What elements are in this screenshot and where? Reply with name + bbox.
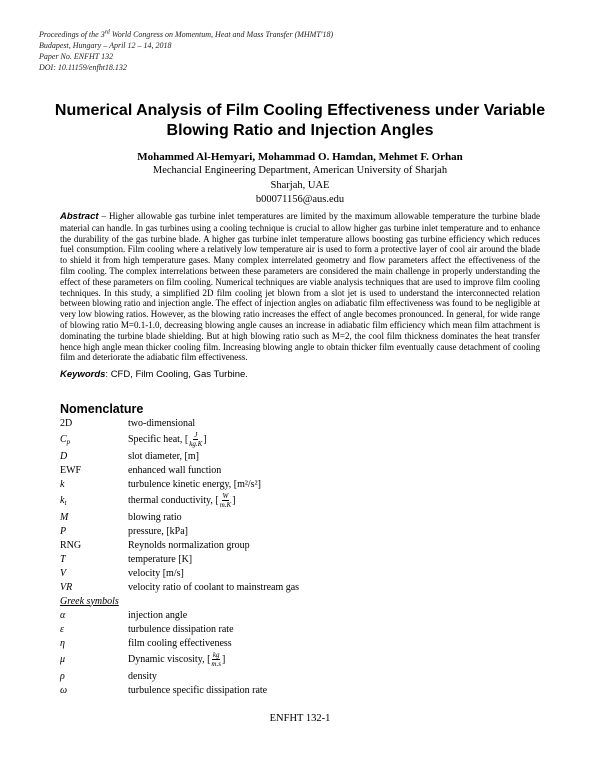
nomenclature-row <box>60 669 540 683</box>
keywords: Keywords: CFD, Film Cooling, Gas Turbine. <box>60 369 248 380</box>
abstract-label: Abstract <box>60 211 99 222</box>
definition: Reynolds normalization group <box>128 539 250 551</box>
abstract <box>60 211 540 363</box>
nomenclature-row <box>60 416 540 430</box>
symbol: η <box>60 637 65 649</box>
nomenclature-row <box>60 524 540 538</box>
symbol: M <box>60 511 69 523</box>
unit-fraction: $\frac{W}{m.K}$ <box>219 492 232 509</box>
symbol: V <box>60 567 67 579</box>
proceedings-header <box>39 29 333 73</box>
authors: Mohammed Al-Hemyari, Mohammad O. Hamdan, Mehmet F. Orhan <box>137 151 463 163</box>
unit-fraction: $\frac{kg}{m.s}$ <box>211 651 221 668</box>
abstract-dash: – <box>98 211 109 221</box>
abstract-text: Higher allowable gas turbine inlet temperatures are limited by the maximum allowable temperature the turbine blade material can handle. In gas turbines using a cooling technique is crucial to allow higher gas turbine inlet temperature and to enhance the durability of the gas turbine blade. A higher gas turbine inlet temperature allows boosting gas turbine efficiency which reduces fuel consumption. Film cooling where a relatively low temperature air is used to form a protective layer of cool air around the blade to shield it from high temperature gases. Many complex interrelated geometry and flow parameters affect the effectiveness of the film cooling. The complex interrelations between these parameters are considered the main challenge in properly understanding the effect of these parameters on film cooling. Numerical techniques are viable analysis techniques that are used to improve film cooling techniques. In this study, a simplified 2D film cooling jet blown from a slot jet is used to understand the interconnected relation between blowing ratio and injection angle. The effect of injection angles on adiabatic film effectiveness was found to be negligible at very low blowing ratios. However, as the blowing ratio increases the effect of angle becomes pronounced. In general, for wide range of blowing ratio M=0.1-1.0, decreasing blowing angle causes an increase in adiabatic film efficiency which mean film attachment is dominating the turbine blade shielding. But at high blowing ratio such as M=2, the cool film thickness dominates the heat transfer hence high angle mean thicker cooling film. Increasing blowing angle to obtain thicker film eventually cause detachment of cooling film and deteriorate the adiabatic film effectiveness. <box>60 211 541 363</box>
symbol: VR <box>60 581 73 593</box>
definition: velocity [m/s] <box>128 567 184 579</box>
header-line-1: Proceedings of the 3rd World Congress on Momentum, Heat and Mass Transfer (MHMT'18) <box>39 29 334 39</box>
nomenclature-row <box>60 683 540 697</box>
nomenclature-row <box>60 650 540 669</box>
definition: two-dimensional <box>128 417 196 429</box>
symbol: ω <box>60 684 68 696</box>
definition: Dynamic viscosity, [ $\frac{kg}{m.s}$ ] <box>128 651 226 668</box>
greek-symbols-label-row <box>60 594 540 608</box>
symbol: 2D <box>60 417 73 429</box>
symbol: RNG <box>60 539 82 551</box>
greek-symbols-label: Greek symbols <box>60 595 119 607</box>
definition: turbulence specific dissipation rate <box>128 684 268 696</box>
header-line-3: Paper No. ENFHT 132 <box>39 52 114 61</box>
symbol: μ <box>60 654 66 665</box>
nomenclature-row <box>60 636 540 650</box>
definition: temperature [K] <box>128 553 193 565</box>
nomenclature-row <box>60 580 540 594</box>
definition: turbulence kinetic energy, [m²/s²] <box>128 478 261 490</box>
definition: thermal conductivity, [ $\frac{W}{m.K}$ ] <box>128 492 236 509</box>
symbol: P <box>60 525 67 537</box>
nomenclature-row <box>60 566 540 580</box>
definition: film cooling effectiveness <box>128 637 232 649</box>
nomenclature-row <box>60 463 540 477</box>
location: Sharjah, UAE <box>270 179 330 191</box>
nomenclature-row <box>60 430 540 449</box>
definition: enhanced wall function <box>128 464 222 476</box>
keywords-text: CFD, Film Cooling, Gas Turbine. <box>110 369 248 380</box>
nomenclature-row <box>60 538 540 552</box>
symbol: α <box>60 609 66 621</box>
unit-fraction: $\frac{J}{kg.K}$ <box>189 431 203 448</box>
header-line-2: Budapest, Hungary – April 12 – 14, 2018 <box>39 41 172 50</box>
symbol: ε <box>60 623 64 635</box>
nomenclature-row <box>60 449 540 463</box>
nomenclature-heading: Nomenclature <box>60 402 144 416</box>
definition: Specific heat, [ $\frac{J}{kg.K}$ ] <box>128 431 207 448</box>
definition: blowing ratio <box>128 511 182 523</box>
nomenclature-row <box>60 622 540 636</box>
header-line-4: DOI: 10.11159/enfht18.132 <box>39 63 127 72</box>
affiliation <box>0 164 600 208</box>
nomenclature-row <box>60 608 540 622</box>
definition: density <box>128 670 157 682</box>
definition: turbulence dissipation rate <box>128 623 234 635</box>
nomenclature-list <box>60 416 540 697</box>
symbol: k <box>60 478 65 490</box>
title-line-1: Numerical Analysis of Film Cooling Effectiveness under Variable <box>54 102 546 119</box>
definition: slot diameter, [m] <box>128 450 199 462</box>
email: b00071156@aus.edu <box>255 194 345 205</box>
page-footer: ENFHT 132-1 <box>269 713 331 724</box>
title-line-2: Blowing Ratio and Injection Angles <box>166 122 434 139</box>
symbol: $C_p$ <box>60 433 71 446</box>
symbol: $k_t$ <box>60 494 67 507</box>
keywords-label: Keywords <box>60 369 106 380</box>
paper-title <box>40 101 560 141</box>
symbol: D <box>60 450 68 462</box>
nomenclature-row <box>60 477 540 491</box>
department: Mechancial Engineering Department, American University of Sharjah <box>152 165 448 176</box>
definition: velocity ratio of coolant to mainstream gas <box>128 581 300 593</box>
definition: injection angle <box>128 609 188 621</box>
symbol: ρ <box>60 670 65 682</box>
symbol: EWF <box>60 464 82 476</box>
definition: pressure, [kPa] <box>128 525 188 537</box>
nomenclature-row <box>60 491 540 510</box>
symbol: T <box>60 553 66 565</box>
nomenclature-row <box>60 552 540 566</box>
nomenclature-row <box>60 510 540 524</box>
